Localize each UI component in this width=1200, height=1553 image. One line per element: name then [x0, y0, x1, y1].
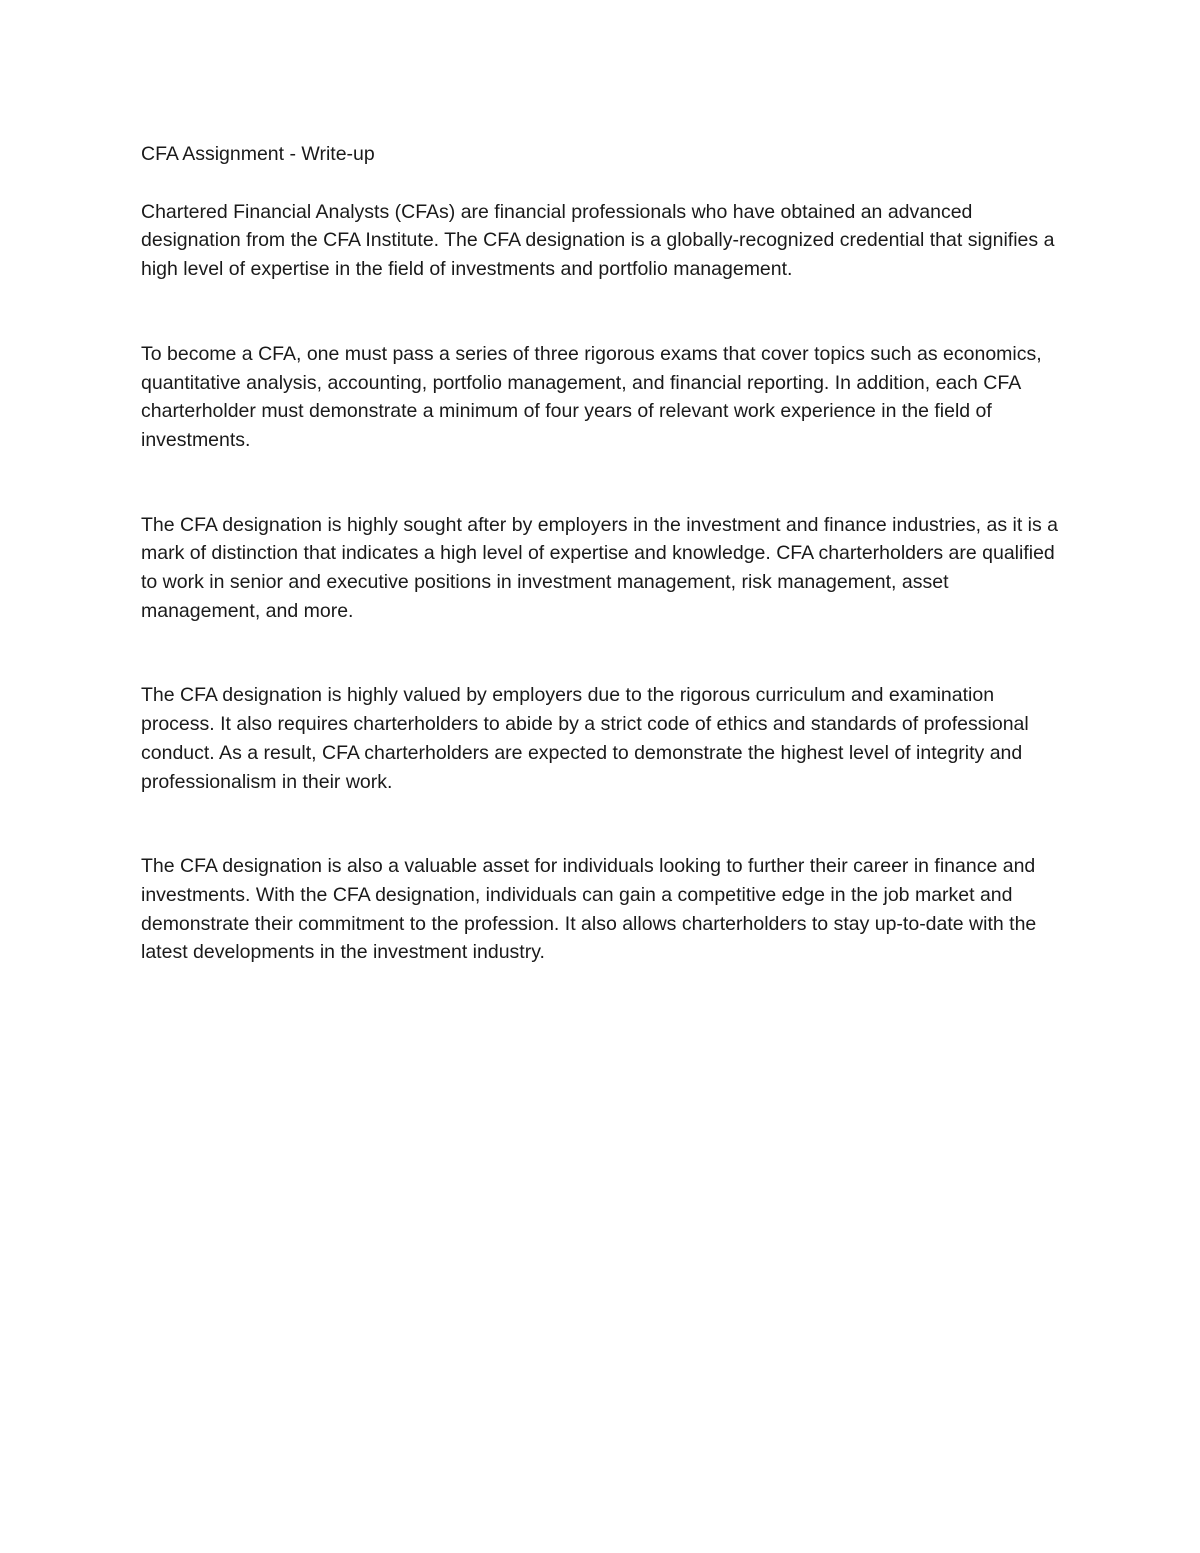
- paragraph-intro: Chartered Financial Analysts (CFAs) are financial professionals who have obtained an advanced designation from the CFA Institute. The CFA designation is a globally-recognized credential that signifies a high level of expertise in the field of investments and portfolio management.: [141, 200, 1055, 281]
- document-title: CFA Assignment - Write-up: [141, 143, 375, 165]
- paragraph-ethics: The CFA designation is highly valued by employers due to the rigorous curriculum and examination process. It also requires charterholders to abide by a strict code of ethics and standards of professional conduct. As a result, CFA charterholders are expected to demonstrate the highest level of integrity and professionalism in their work.: [141, 684, 1029, 793]
- paragraph-demand: The CFA designation is highly sought after by employers in the investment and finance industries, as it is a mark of distinction that indicates a high level of expertise and knowledge. CFA charterholders are qualified to work in senior and executive positions in investment management, risk management, asset management, and more.: [141, 513, 1058, 622]
- paragraph-requirements: To become a CFA, one must pass a series of three rigorous exams that cover topics such as economics, quantitative analysis, accounting, portfolio management, and financial reporting. In addition, each CFA charterholder must demonstrate a minimum of four years of relevant work experience in the field of investments.: [141, 342, 1042, 451]
- paragraph-career-value: The CFA designation is also a valuable asset for individuals looking to further their career in finance and investments. With the CFA designation, individuals can gain a competitive edge in the job market and demonstrate their commitment to the profession. It also allows charterholders to stay up-to-date with the latest developments in the investment industry.: [141, 855, 1037, 964]
- document-body: [141, 140, 1071, 967]
